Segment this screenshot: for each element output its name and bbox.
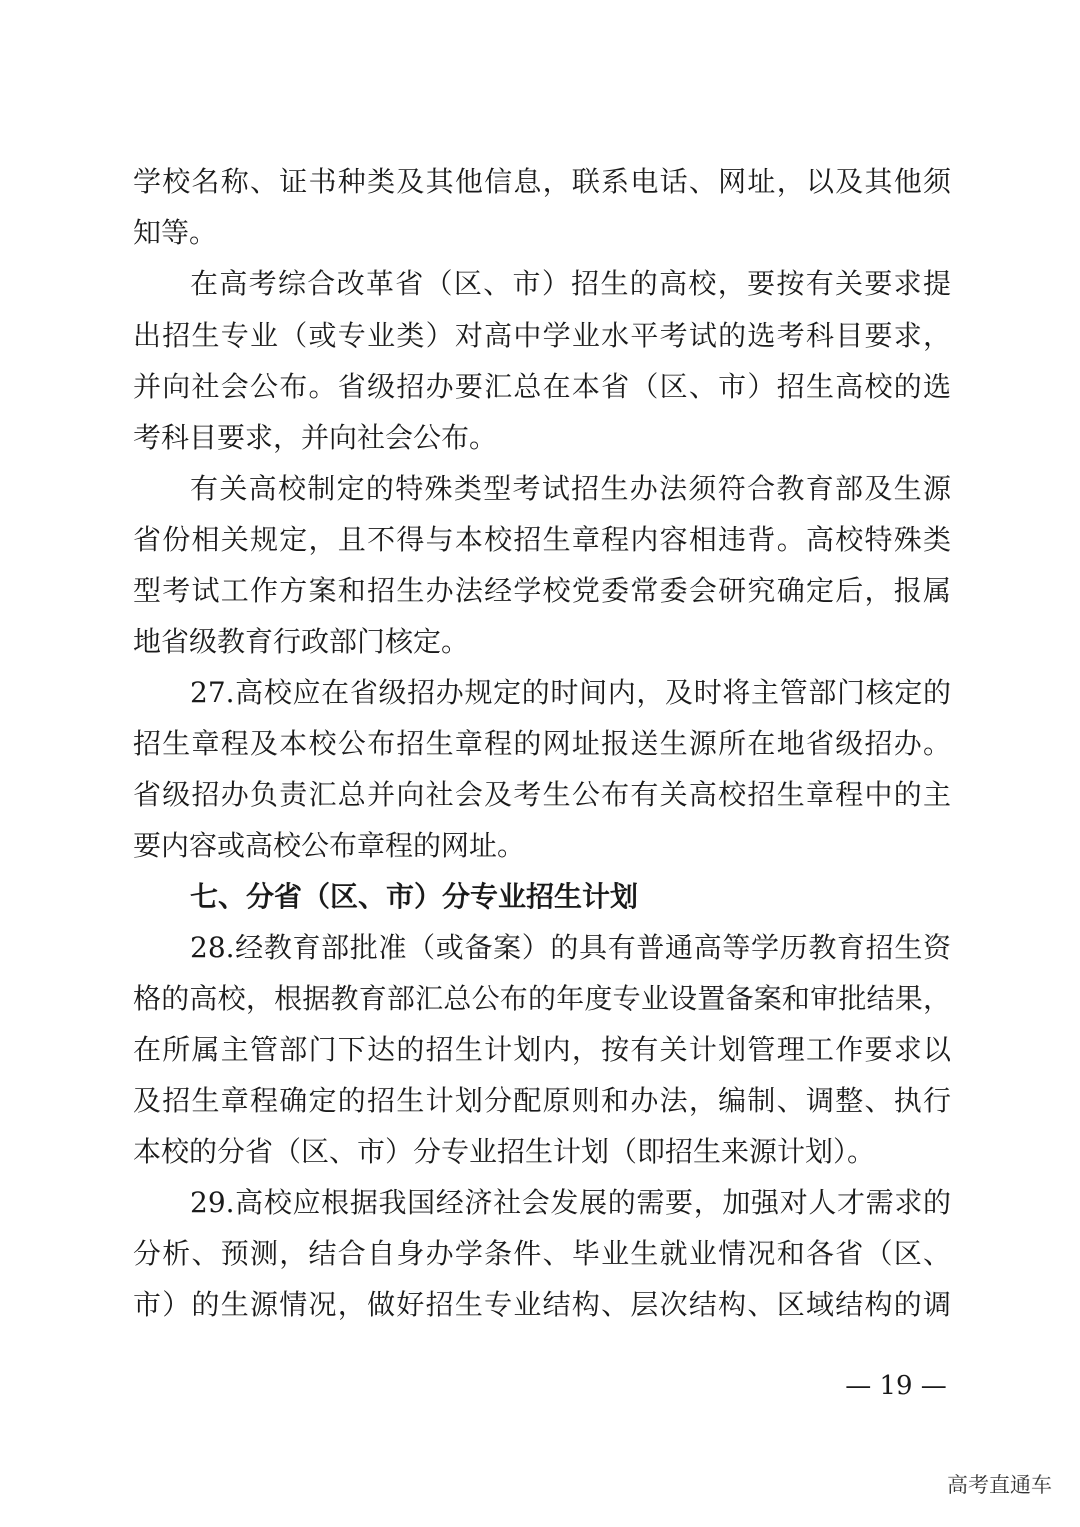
paragraph-line: 分析、预测，结合自身办学条件、毕业生就业情况和各省（区、 — [133, 1237, 951, 1270]
paragraph-line: 省级招办负责汇总并向社会及考生公布有关高校招生章程中的主 — [133, 778, 951, 811]
paragraph-line: 市）的生源情况，做好招生专业结构、层次结构、区域结构的调 — [133, 1288, 951, 1321]
paragraph-line: 知等。 — [133, 216, 218, 249]
paragraph-line: 29.高校应根据我国经济社会发展的需要，加强对人才需求的 — [190, 1186, 951, 1219]
paragraph-line: 出招生专业（或专业类）对高中学业水平考试的选考科目要求， — [133, 319, 951, 352]
paragraph-line: 28.经教育部批准（或备案）的具有普通高等学历教育招生资 — [190, 931, 951, 964]
paragraph-line: 型考试工作方案和招生办法经学校党委常委会研究确定后，报属 — [133, 574, 951, 607]
paragraph-line: 本校的分省（区、市）分专业招生计划（即招生来源计划）。 — [133, 1135, 876, 1168]
page-number: — 19 — — [845, 1371, 947, 1401]
paragraph-line: 在所属主管部门下达的招生计划内，按有关计划管理工作要求以 — [133, 1033, 951, 1066]
paragraph-line: 学校名称、证书种类及其他信息，联系电话、网址，以及其他须 — [133, 165, 951, 198]
paragraph-line: 并向社会公布。省级招办要汇总在本省（区、市）招生高校的选 — [133, 370, 951, 403]
watermark-text: 高考直通车 — [947, 1473, 1052, 1497]
section-heading: 七、分省（区、市）分专业招生计划 — [190, 880, 639, 913]
paragraph-line: 有关高校制定的特殊类型考试招生办法须符合教育部及生源 — [190, 472, 951, 505]
paragraph-line: 在高考综合改革省（区、市）招生的高校，要按有关要求提 — [190, 267, 951, 300]
paragraph-line: 格的高校，根据教育部汇总公布的年度专业设置备案和审批结果， — [133, 982, 951, 1015]
paragraph-line: 招生章程及本校公布招生章程的网址报送生源所在地省级招办。 — [133, 727, 951, 760]
paragraph-line: 考科目要求，并向社会公布。 — [133, 421, 498, 454]
paragraph-line: 27.高校应在省级招办规定的时间内，及时将主管部门核定的 — [190, 676, 951, 709]
paragraph-line: 要内容或高校公布章程的网址。 — [133, 829, 526, 862]
paragraph-line: 及招生章程确定的招生计划分配原则和办法，编制、调整、执行 — [133, 1084, 951, 1117]
paragraph-line: 地省级教育行政部门核定。 — [133, 625, 470, 658]
paragraph-line: 省份相关规定，且不得与本校招生章程内容相违背。高校特殊类 — [133, 523, 951, 556]
